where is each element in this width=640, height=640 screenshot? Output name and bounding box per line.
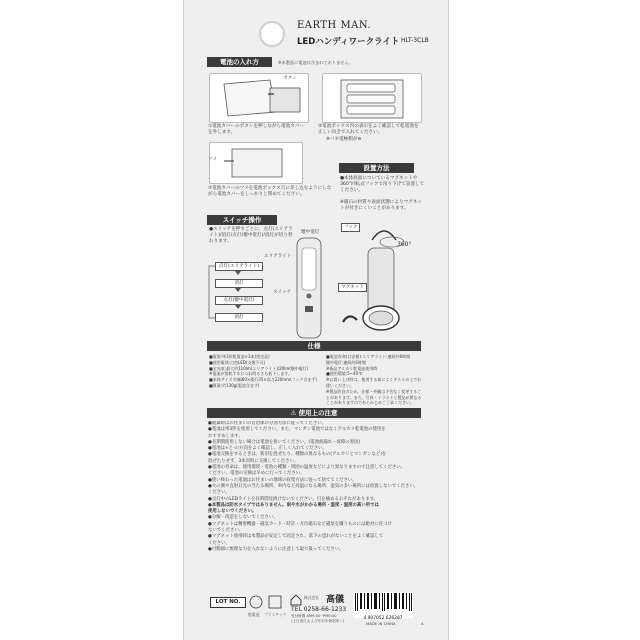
battery-close-drawing (210, 143, 302, 183)
battery-note: ※本製品に電池は含まれておりません。 (278, 60, 353, 65)
spec-section-title: 仕様 (207, 341, 421, 351)
flow-arrow-down-icon (235, 288, 241, 292)
battery-step-3: ③電池カバーのツメを電池ボックス穴に差し込むようにしながら電池カバーをしっかりと閉めてください。 (208, 186, 332, 198)
switch-text: ●スイッチを押すごとに、点灯(エリアライト)/消灯/点灯(懐中電灯)/消灯が切り替わります。 (209, 227, 293, 245)
rotate-label: 360° (397, 241, 412, 248)
caution-item: ●使い終わった電池はお住まいの地域の収集方法に従って捨ててください。 (208, 477, 357, 483)
spec-line: ■本体サイズ:約幅60×奥行35×高さ220mm(フック含まず) (209, 377, 317, 383)
lot-number-box: LOT NO. (210, 597, 246, 608)
warning-icon: ⚠ (290, 409, 297, 417)
hang-hole (259, 21, 285, 47)
caution-item: ●点灯中のLEDライトを長時間見続けないでください。目を痛めるおそれがあります。 (208, 496, 379, 502)
caution-item: ●電池の寿命は、使用環境・電池の種類・周囲の温度などにより異なりますので注意してください。 (208, 465, 406, 471)
claw-label: ツメ (208, 157, 218, 162)
caution-item: ●可動部に無理な力を入れないように注意して取り扱ってください。 (208, 546, 344, 552)
flow-step-1: 点灯(エリアライト) (215, 262, 263, 271)
flow-step-3: 点灯(懐中電灯) (215, 296, 263, 305)
spec-line: ※製品改良のため、仕様・外観は予告なく変更することがあります。また、写真・イラストと製品が異なることがありますのであらかじめご了承ください。 (326, 388, 422, 406)
model-number: HLT-3CLB (401, 37, 429, 44)
company-name: 高儀 (326, 595, 345, 605)
battery-box-illustration (322, 73, 422, 123)
flow-loop-line (207, 262, 215, 322)
caution-item: ●マグネット使用時は本製品が安定して固定され、落下の恐れがないことをよく確認して (208, 534, 384, 540)
hook-label: フック (341, 223, 360, 232)
caution-item: ●電池交換をするときは、新旧を混ぜたり、種類の異なるもの(アルカリとマンガンなど)を (208, 452, 387, 458)
spec-line: 懐中電灯:連続約6時間 (326, 359, 366, 365)
recycle-label-plastic: プラスチック (264, 612, 287, 617)
made-in-label: MADE IN CHINA (366, 621, 396, 626)
spec-line: ■使用環境:5~40℃ (326, 371, 363, 377)
barcode-digits: 4 907052 626287 (363, 616, 403, 621)
spec-line: ※電池が消耗するにつれ明るさも低下します。 (209, 371, 292, 377)
caution-list (208, 421, 424, 553)
flow-step-2: 消灯 (215, 279, 263, 288)
flow-step-4: 消灯 (215, 313, 263, 322)
caution-item: おすすめします。 (208, 433, 243, 439)
company-tel: TEL 0258-66-1233 (291, 606, 347, 613)
caution-item: 混ぜたりせず、3本同時に交換してください。 (208, 458, 299, 464)
spec-line: ■使用電球:白色LED(交換不可) (209, 359, 266, 365)
caution-item: ●電池は+と-の方向をよく確認し、正しく入れてください。 (208, 446, 327, 452)
barcode (353, 592, 413, 621)
battery-cover-drawing (210, 74, 308, 122)
caution-item: ●マグネットは精密機器・磁気カード・時計・方位磁石など磁気を嫌うものには絶対に近づけ (208, 521, 392, 527)
caution-item: ください。 (208, 490, 230, 496)
caution-item: ●分解・改造をしないでください。 (208, 515, 278, 521)
button-label: ボタン (283, 76, 297, 81)
worklight-illustration (293, 236, 327, 344)
magnet-illustration (335, 296, 415, 344)
flashlight-label: 懐中電灯 (301, 230, 320, 235)
battery-section-title: 電池の入れ方 (207, 57, 272, 67)
flow-arrow-down-icon (235, 305, 241, 309)
magnet-label: マグネット (338, 283, 367, 292)
spec-line: ■質量:約130g(電池含まず) (209, 382, 260, 388)
caution-item: ないでください。 (208, 528, 244, 534)
install-note: ※磁石の材質や表面状態によりマグネットが付きにくいことがあります。 (340, 200, 422, 212)
spec-line: ※お買い上げ時は、使用する前によくテストの上でお使いください。 (326, 377, 422, 388)
switch-label: スイッチ (273, 290, 292, 295)
caution-item: ●本製品は防水タイプではありません。雨や水がかかる場所・湿度・温度の高い所では (208, 502, 379, 508)
spec-left (209, 354, 321, 389)
battery-step-2-note: ※バネ電極側が⊖ (326, 137, 362, 142)
battery-step-2: ②電池ボックス内の表示をよく確認して乾電池を正しい向きで入れてください。 (318, 124, 419, 136)
product-name: LEDハンディワークライト (297, 37, 400, 47)
caution-item: ●長期間使用しない場合は電池を抜いてください。(電池液漏れ・故障の原因) (208, 439, 361, 445)
spec-right (326, 354, 423, 406)
caution-title-text: 使用上の注意 (298, 409, 338, 417)
brand-logo: EARTH MAN. (297, 20, 372, 31)
battery-close-illustration (209, 142, 303, 184)
battery-box-drawing (323, 74, 421, 122)
install-text: ●本体底面についているマグネットや360°回転式フックで吊り下げて設置してください。 (340, 176, 425, 194)
caution-item: ください。 (208, 540, 230, 546)
flow-arrow-down-icon (235, 271, 241, 275)
install-section-title: 設置方法 (339, 163, 414, 173)
barcode-bars (353, 592, 413, 612)
company-hours-note: (土日祝日および年末年始を除く) (291, 619, 345, 623)
battery-step-1: ①電池カバーのボタンを押しながら電池カバーを外します。 (208, 124, 304, 136)
caution-item: ●廃棄時はお住まいの自治体の分別方法に従ってください。 (208, 421, 326, 426)
caution-section-title (207, 408, 421, 418)
spec-line: ※新品アルカリ乾電池使用時 (326, 365, 378, 371)
recycle-symbols (248, 594, 284, 610)
spec-line: ■電池寿命(目安値):エリアライト:連続約6時間 (326, 354, 411, 359)
caution-item: ●火の側や直射日光の当たる場所、車内など高温になる場所、湿気の多い場所には放置しないでください。 (208, 483, 419, 489)
house-logo-icon (290, 594, 302, 606)
company-prefix: 株式会社 (304, 595, 320, 600)
spec-line: ■電源:単3形乾電池×3本(別売品) (209, 354, 270, 359)
print-mark: A (421, 621, 424, 626)
switch-section-title: スイッチ操作 (207, 215, 277, 225)
arealight-label: エリアライト (264, 254, 292, 259)
caution-item: ください。電池の交換は早めに行ってください。 (208, 471, 305, 477)
recycle-label-battery: 乾電池 (248, 612, 260, 617)
caution-item: 使用しないでください。 (208, 509, 257, 515)
company-hours: 受付時間 AM9:00~PM5:00 (291, 614, 337, 618)
caution-item: ●電池は単3形を使用してください。また、マンガン電池ではなくアルカリ乾電池の使用を (208, 427, 386, 433)
spec-line: ■全光束:最大約110lm(エリアライト)/20lm(懐中電灯) (209, 365, 309, 371)
